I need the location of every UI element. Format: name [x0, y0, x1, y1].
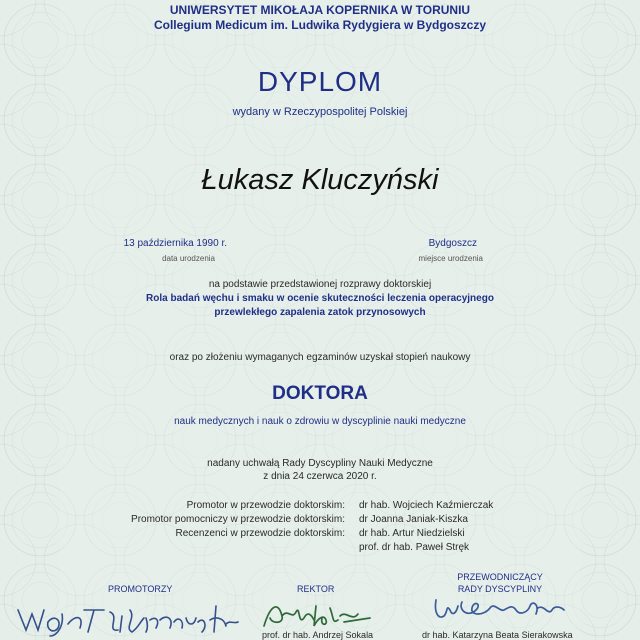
document-title: DYPLOM: [257, 66, 383, 97]
assistant-promotor-role: Promotor pomocniczy w przewodzie doktorskim:: [131, 514, 345, 525]
birth-place-label: miejsce urodzenia: [418, 254, 483, 263]
reviewer-name-2: prof. dr hab. Paweł Stręk: [359, 542, 470, 553]
assistant-promotor-name: dr Joanna Janiak-Kiszka: [359, 514, 468, 525]
promotors-label: PROMOTORZY: [108, 584, 173, 594]
university-name: UNIWERSYTET MIKOŁAJA KOPERNIKA W TORUNIU: [169, 3, 471, 17]
resolution-line1: nadany uchwałą Rady Dyscypliny Nauki Medyczne: [207, 458, 433, 469]
rector-label: REKTOR: [297, 584, 335, 594]
thesis-intro: na podstawie przedstawionej rozprawy doktorskiej: [208, 279, 432, 290]
chair-label-line2: RADY DYSCYPLINY: [457, 584, 543, 594]
reviewers-role: Recenzenci w przewodzie doktorskim:: [175, 528, 345, 539]
promotor-name: dr hab. Wojciech Kaźmierczak: [359, 500, 494, 511]
rector-name: prof. dr hab. Andrzej Sokala: [262, 630, 374, 640]
chair-label-line1: PRZEWODNICZĄCY: [457, 572, 543, 582]
chair-signature: [428, 592, 578, 628]
exam-text: oraz po złożeniu wymaganych egzaminów uzyskał stopień naukowy: [169, 352, 471, 363]
chair-name: dr hab. Katarzyna Beata Sierakowska: [422, 630, 573, 640]
issued-text: wydany w Rzeczypospolitej Polskiej: [232, 106, 408, 118]
degree-title: DOKTORA: [272, 383, 368, 404]
college-name: Collegium Medicum im. Ludwika Rydygiera w Bydgoszczy: [153, 18, 487, 32]
promotors-signature: [10, 596, 250, 640]
recipient-name: Łukasz Kluczyński: [201, 164, 439, 196]
rector-signature: [258, 596, 378, 632]
birth-date-label: data urodzenia: [162, 254, 215, 263]
thesis-title-line2: przewlekłego zapalenia zatok przynosowych: [214, 307, 426, 318]
resolution-date: z dnia 24 czerwca 2020 r.: [263, 471, 377, 482]
reviewer-name-1: dr hab. Artur Niedzielski: [359, 528, 465, 539]
field-of-science: nauk medycznych i nauk o zdrowiu w dyscyplinie nauki medyczne: [174, 416, 466, 427]
promotor-role: Promotor w przewodzie doktorskim:: [186, 500, 345, 511]
birth-place: Bydgoszcz: [428, 238, 477, 249]
thesis-title-line1: Rola badań węchu i smaku w ocenie skuteczności leczenia operacyjnego: [146, 293, 494, 304]
birth-date: 13 października 1990 r.: [123, 238, 227, 249]
